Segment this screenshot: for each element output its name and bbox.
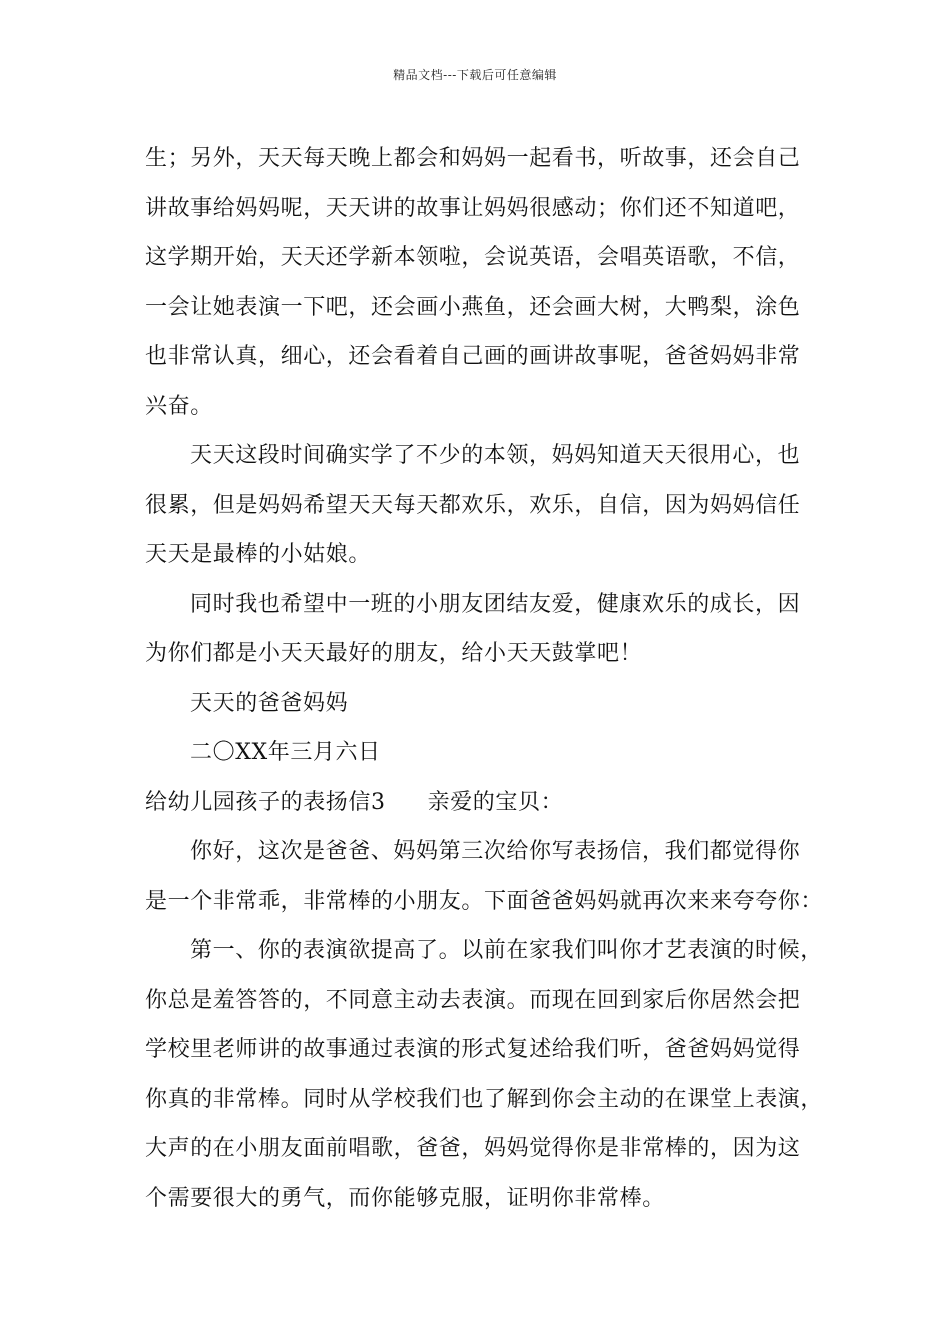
text-line — [145, 1174, 809, 1224]
text-line-content: 给幼儿园孩子的表扬信3 — [145, 789, 386, 815]
text-line-content: 你好，这次是爸爸、妈妈第三次给你写表扬信，我们都觉得你 — [190, 839, 801, 864]
text-line — [145, 1025, 809, 1075]
text-line-content: 个需要很大的勇气，而你能够克服，证明你非常棒。 — [145, 1185, 665, 1211]
salutation: 亲爱的宝贝： — [427, 789, 564, 815]
text-line-content: 也非常认真，细心，还会看着自己画的画讲故事呢，爸爸妈妈非常 — [145, 344, 801, 369]
text-line-content: 同时我也希望中一班的小朋友团结友爱，健康欢乐的成长，因 — [190, 591, 801, 617]
text-line-content: 大声的在小朋友面前唱歌，爸爸，妈妈觉得你是非常棒的，因为这 — [145, 1136, 801, 1161]
text-line-content: 是一个非常乖，非常棒的小朋友。下面爸爸妈妈就再次来来夸夸你： — [145, 888, 824, 914]
text-line-content: 天天这段时间确实学了不少的本领，妈妈知道天天很用心，也 — [190, 443, 801, 468]
text-line-content: 天天的爸爸妈妈 — [190, 690, 349, 716]
text-line — [145, 332, 809, 382]
text-line — [145, 778, 809, 828]
text-line-content: 你总是羞答答的，不同意主动去表演。而现在回到家后你居然会把 — [145, 987, 801, 1013]
text-line-content: 二〇XX年三月六日 — [190, 740, 381, 765]
text-line-content: 生；另外，天天每天晚上都会和妈妈一起看书，听故事，还会自己 — [145, 146, 801, 171]
text-line — [145, 679, 809, 729]
text-line — [145, 382, 809, 432]
text-line — [145, 530, 809, 580]
text-line — [145, 728, 809, 778]
text-line — [145, 877, 824, 927]
text-line — [145, 580, 809, 630]
text-line — [145, 1075, 824, 1125]
text-line-content: 学校里老师讲的故事通过表演的形式复述给我们听，爸爸妈妈觉得 — [145, 1037, 801, 1062]
text-line — [145, 976, 809, 1026]
text-line — [145, 431, 809, 481]
text-line-content: 很累，但是妈妈希望天天每天都欢乐，欢乐，自信，因为妈妈信任 — [145, 492, 801, 518]
document-body — [145, 134, 824, 1223]
text-line — [145, 1124, 809, 1174]
text-line — [145, 629, 809, 679]
text-line-content: 天天是最棒的小姑娘。 — [145, 542, 372, 567]
text-line — [145, 184, 809, 234]
text-line — [145, 481, 809, 531]
text-line — [145, 926, 823, 976]
text-line-content: 兴奋。 — [145, 393, 213, 419]
text-line-content: 为你们都是小天天最好的朋友，给小天天鼓掌吧！ — [145, 641, 643, 666]
text-line — [145, 283, 809, 333]
text-line — [145, 233, 809, 283]
text-line-content: 你真的非常棒。同时从学校我们也了解到你会主动的在课堂上表演， — [145, 1086, 824, 1112]
text-line — [145, 827, 809, 877]
text-line-content: 一会让她表演一下吧，还会画小燕鱼，还会画大树，大鸭梨，涂色 — [145, 294, 801, 320]
text-line — [145, 134, 809, 184]
text-line-content: 这学期开始，天天还学新本领啦，会说英语，会唱英语歌，不信， — [145, 245, 801, 270]
text-line-content: 第一、你的表演欲提高了。以前在家我们叫你才艺表演的时候， — [190, 938, 823, 963]
text-line-content: 讲故事给妈妈呢，天天讲的故事让妈妈很感动；你们还不知道吧， — [145, 195, 801, 221]
page-header: 精品文档---下载后可任意编辑 — [393, 68, 557, 82]
